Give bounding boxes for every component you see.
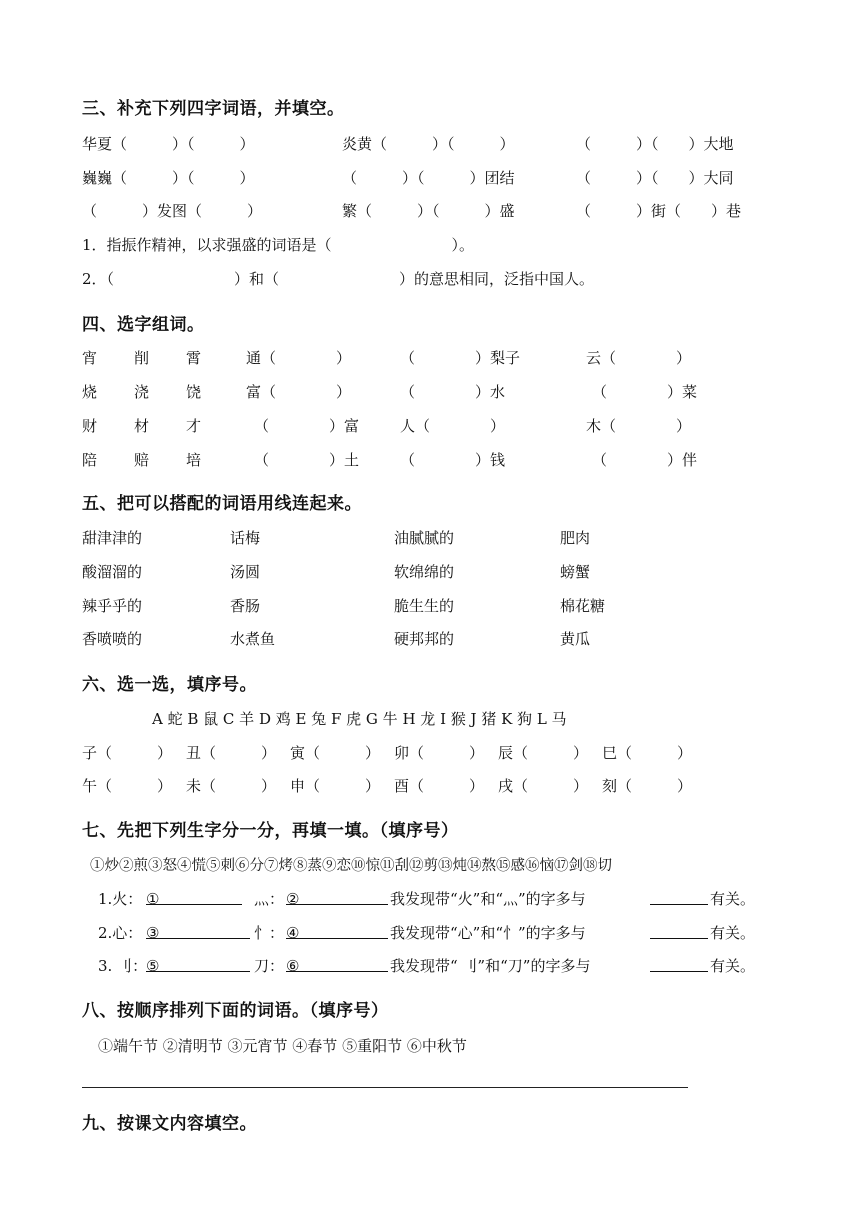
answer-blank	[650, 955, 708, 978]
answer-blank	[146, 888, 242, 910]
char: 陪	[82, 451, 98, 469]
section-6-title: 六、选一选，填序号。	[82, 675, 257, 695]
s3-cell: 巍巍（ ）（ ）	[82, 169, 255, 187]
char: 赔	[134, 451, 150, 469]
discovery-text: 我发现带“火”和“灬”的字多与	[390, 890, 586, 908]
discovery-text: 我发现带“心”和“忄”的字多与	[390, 924, 586, 942]
section-5-title: 五、把可以搭配的词语用线连起来。	[82, 494, 362, 514]
match-word: 脆生生的	[394, 597, 455, 615]
char: 浇	[134, 383, 150, 401]
match-word: 黄瓜	[560, 630, 591, 648]
section-9-title: 九、按课文内容填空。	[82, 1114, 257, 1134]
zodiac-blank: 子（ ）	[82, 744, 173, 762]
blank-word: （ ）钱	[400, 451, 506, 469]
blank-word: （ ）土	[254, 451, 360, 469]
radical-label: 忄：	[254, 924, 285, 942]
s3-question-1	[0, 234, 860, 256]
s7-line-3	[0, 955, 860, 977]
zodiac-blank: 寅（ ）	[290, 744, 381, 762]
question-text: 2．（ ）和（ ）的意思相同，泛指中国人。	[82, 270, 595, 288]
s8-items	[0, 1035, 860, 1057]
zodiac-blank: 午（ ）	[82, 777, 173, 795]
match-word: 硬邦邦的	[394, 630, 455, 648]
answer-blank	[286, 922, 388, 944]
radical-label: 3. 刂：	[98, 957, 148, 975]
blank-number: ④	[286, 924, 300, 942]
zodiac-blank: 申（ ）	[290, 777, 381, 795]
zodiac-blank: 酉（ ）	[394, 777, 485, 795]
char: 饶	[186, 383, 202, 401]
section-4-title: 四、选字组词。	[82, 315, 205, 335]
s3-cell: 华夏（ ）（ ）	[82, 135, 255, 153]
blank-word: （ ）梨子	[400, 349, 521, 367]
blank-number: ⑤	[146, 957, 160, 975]
match-word: 辣乎乎的	[82, 597, 143, 615]
s3-row-3	[0, 200, 860, 222]
answer-blank	[650, 888, 708, 911]
s7-line-2	[0, 922, 860, 944]
match-word: 话梅	[230, 529, 261, 547]
radical-label: 2.心：	[98, 924, 143, 942]
s7-chars	[0, 855, 860, 877]
radical-label: 刀：	[254, 957, 285, 975]
suffix-text: 有关。	[710, 957, 756, 975]
char: 财	[82, 417, 98, 435]
char: 培	[186, 451, 202, 469]
answer-blank	[286, 888, 388, 910]
blank-word: （ ）水	[400, 383, 506, 401]
blank-word: 富（ ）	[246, 383, 352, 401]
s3-cell: 炎黄（ ）（ ）	[342, 135, 515, 153]
match-word: 甜津津的	[82, 529, 143, 547]
zodiac-blank: 卯（ ）	[394, 744, 485, 762]
blank-word: （ ）伴	[592, 451, 698, 469]
s3-question-2	[0, 268, 860, 290]
zodiac-blank: 巳（ ）	[602, 744, 693, 762]
match-word: 水煮鱼	[230, 630, 276, 648]
blank-number: ①	[146, 890, 160, 908]
s3-row-2	[0, 167, 860, 189]
blank-word: （ ）菜	[592, 383, 698, 401]
char: 宵	[82, 349, 98, 367]
s3-cell: （ ）（ ）大同	[576, 169, 734, 187]
s3-cell: 繁（ ）（ ）盛	[342, 202, 515, 220]
answer-blank	[146, 922, 250, 944]
match-word: 酸溜溜的	[82, 563, 143, 581]
suffix-text: 有关。	[710, 890, 756, 908]
match-word: 棉花糖	[560, 597, 606, 615]
zodiac-blank: 未（ ）	[186, 777, 277, 795]
char: 霄	[186, 349, 202, 367]
zodiac-blank: 丑（ ）	[186, 744, 277, 762]
match-word: 油腻腻的	[394, 529, 455, 547]
zodiac-options: A 蛇 B 鼠 C 羊 D 鸡 E 兔 F 虎 G 牛 H 龙 I 猴 J 猪 K 狗 L 马	[152, 710, 567, 728]
s3-cell: （ ）（ ）大地	[576, 135, 734, 153]
zodiac-blank: 辰（ ）	[498, 744, 589, 762]
s6-options	[0, 708, 860, 730]
answer-blank	[650, 922, 708, 945]
s4-row	[0, 381, 860, 403]
section-3-title: 三、补充下列四字词语，并填空。	[82, 99, 345, 119]
char: 削	[134, 349, 150, 367]
radical-label: 灬：	[254, 890, 285, 908]
s5-row	[0, 527, 860, 549]
blank-word: （ ）富	[254, 417, 360, 435]
blank-word: 人（ ）	[400, 417, 506, 435]
match-word: 软绵绵的	[394, 563, 455, 581]
char: 才	[186, 417, 202, 435]
blank-number: ③	[146, 924, 160, 942]
s4-row	[0, 415, 860, 437]
blank-word: 通（ ）	[246, 349, 352, 367]
answer-blank	[286, 955, 388, 977]
s5-row	[0, 561, 860, 583]
blank-number: ⑥	[286, 957, 300, 975]
radical-label: 1.火：	[98, 890, 143, 908]
question-text: 1．指振作精神，以求强盛的词语是（ ）。	[82, 236, 475, 254]
s6-row-1	[0, 742, 860, 764]
s5-row	[0, 595, 860, 617]
s3-cell: （ ）发图（ ）	[82, 202, 263, 220]
blank-word: 木（ ）	[586, 417, 692, 435]
answer-line	[82, 1087, 688, 1088]
s3-row-1	[0, 133, 860, 155]
s3-cell: （ ）街（ ）巷	[576, 202, 742, 220]
s3-cell: （ ）（ ）团结	[342, 169, 515, 187]
zodiac-blank: 戌（ ）	[498, 777, 589, 795]
s5-row	[0, 628, 860, 650]
answer-blank	[146, 955, 250, 977]
blank-number: ②	[286, 890, 300, 908]
s4-row	[0, 449, 860, 471]
section-8-title: 八、按顺序排列下面的词语。（填序号）	[82, 1001, 389, 1021]
blank-word: 云（ ）	[586, 349, 692, 367]
match-word: 香喷喷的	[82, 630, 143, 648]
char: 烧	[82, 383, 98, 401]
section-7-title: 七、先把下列生字分一分，再填一填。（填序号）	[82, 821, 459, 841]
s4-row	[0, 347, 860, 369]
festival-list: ①端午节 ②清明节 ③元宵节 ④春节 ⑤重阳节 ⑥中秋节	[98, 1037, 467, 1055]
match-word: 汤圆	[230, 563, 261, 581]
match-word: 肥肉	[560, 529, 591, 547]
char: 材	[134, 417, 150, 435]
s7-line-1	[0, 888, 860, 910]
suffix-text: 有关。	[710, 924, 756, 942]
char-list: ①炒②煎③怒④慌⑤刺⑥分⑦烤⑧蒸⑨恋⑩惊⑪刮⑫剪⑬炖⑭熬⑮感⑯恼⑰剑⑱切	[90, 858, 612, 874]
s6-row-2	[0, 775, 860, 797]
zodiac-blank: 刻（ ）	[602, 777, 693, 795]
match-word: 螃蟹	[560, 563, 591, 581]
match-word: 香肠	[230, 597, 261, 615]
discovery-text: 我发现带“ 刂”和“刀”的字多与	[390, 957, 591, 975]
